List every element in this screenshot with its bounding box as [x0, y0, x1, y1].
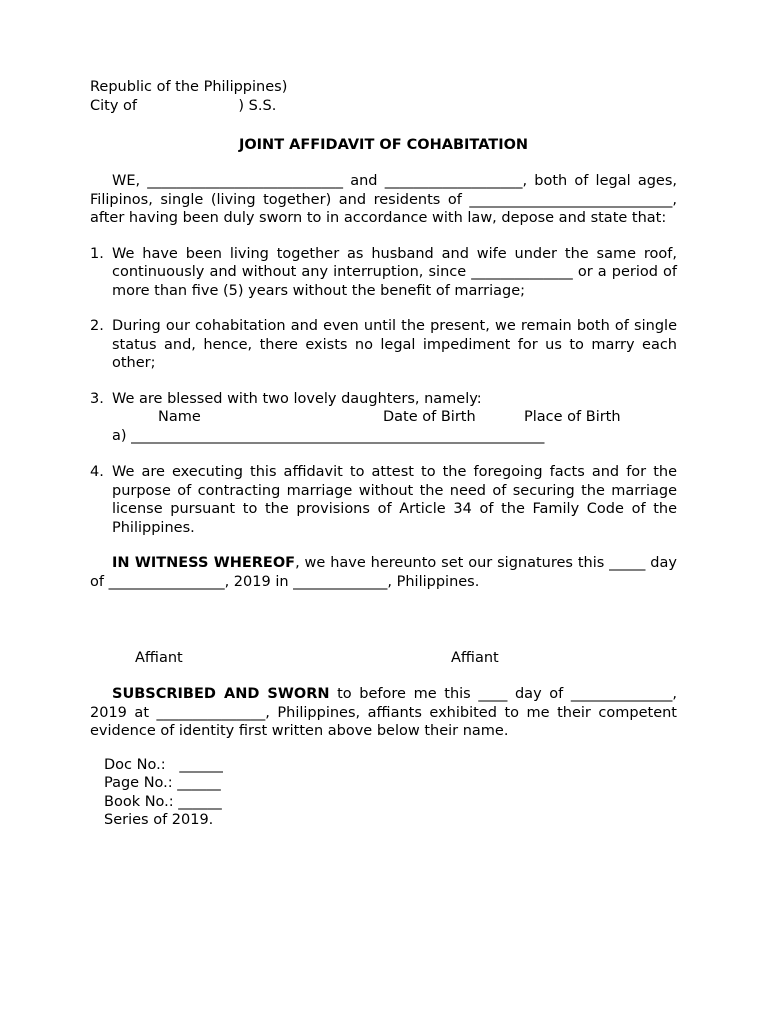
item-text: During our cohabitation and even until the present, we remain both of single status and, hence, there exists no legal impediment for us to marry each other;: [112, 318, 677, 371]
book-number: Book No.: ______: [104, 793, 222, 810]
sworn-heading: SUBSCRIBED AND SWORN: [112, 686, 330, 702]
document-title: JOINT AFFIDAVIT OF COHABITATION: [238, 137, 529, 153]
header-city: City of ) S.S.: [90, 98, 277, 114]
intro-paragraph: WE, ___________________________ and ___________________, both of legal ages, Filipinos, single (living together) and residents of ____________________________, after having been duly sworn to in accordance with law, depose and state that:: [90, 173, 677, 226]
series-year: Series of 2019.: [104, 812, 214, 828]
item-text: We are executing this affidavit to attest to the foregoing facts and for the purpose of contracting marriage without the need of securing the marriage license pursuant to the provisions of Article 34 of the Family Code of the Philippines.: [112, 464, 677, 536]
item-text: We have been living together as husband and wife under the same roof, continuously and without any interruption, since ______________ or a period of more than five (5) years without the benefit of marriage;: [112, 245, 677, 299]
doc-number: Doc No.: ______: [104, 756, 223, 773]
witness-text: , we have hereunto set our signatures this _____ day of ________________, 2019 in _____________, Philippines.: [90, 555, 677, 590]
affiant-signatures: [90, 649, 677, 668]
page-number: Page No.: ______: [104, 775, 221, 791]
item-number: 3.: [90, 390, 104, 407]
affiant-left-label: Affiant: [135, 650, 183, 666]
item-number: 1.: [90, 245, 104, 262]
list-item-1: [90, 245, 677, 301]
column-name: Name: [158, 409, 201, 425]
witness-paragraph: [90, 554, 677, 591]
sworn-text: to before me this ____ day of ______________, 2019 at _______________, Philippines, affiants exhibited to me their competent evidence of identity first written above below their name.: [90, 686, 677, 739]
sworn-paragraph: [90, 685, 677, 741]
item-number: 2.: [90, 318, 104, 334]
item-number: 4.: [90, 464, 104, 480]
list-item-3: [90, 390, 677, 409]
column-place-of-birth: Place of Birth: [524, 409, 621, 425]
witness-heading: IN WITNESS WHEREOF: [112, 555, 296, 571]
header-republic: Republic of the Philippines): [90, 79, 288, 95]
notary-details: [104, 756, 677, 830]
daughter-row-a: a) _________________________________________________________: [112, 428, 545, 444]
affiant-right-label: Affiant: [451, 650, 499, 666]
list-item-4: [90, 463, 677, 537]
daughters-table-header: [90, 408, 677, 427]
item-text: We are blessed with two lovely daughters, namely:: [112, 390, 482, 407]
list-item-2: [90, 317, 677, 373]
column-date-of-birth: Date of Birth: [383, 409, 476, 425]
affidavit-document: [90, 78, 677, 830]
